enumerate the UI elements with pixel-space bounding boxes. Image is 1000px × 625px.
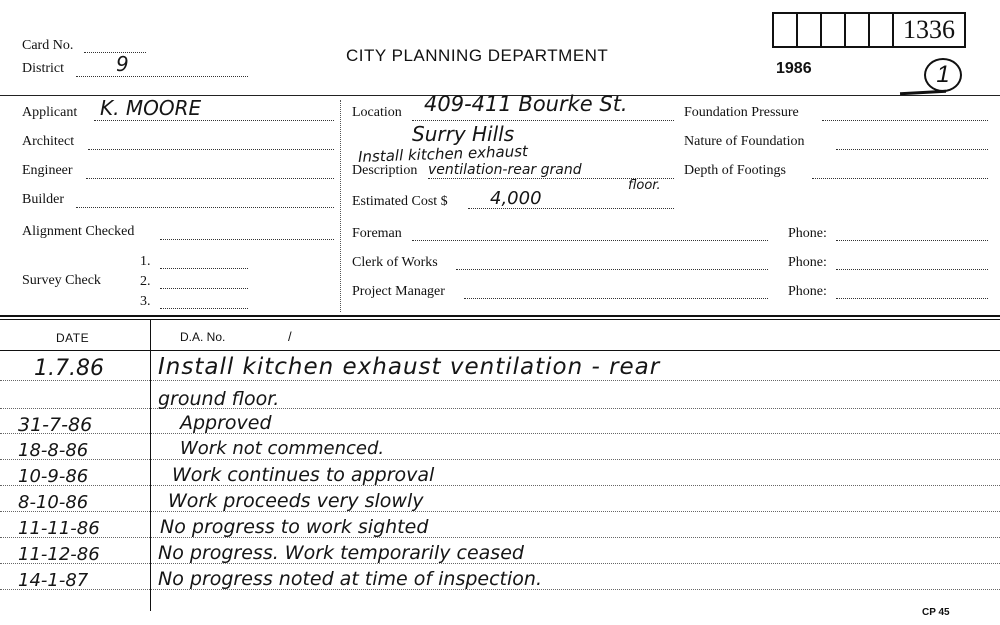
log-date: 31-7-86 [18,414,93,436]
log-row-line [0,511,1000,512]
log-text: No progress. Work temporarily ceased [158,542,524,564]
card-number-box [868,12,892,48]
project-manager-line [464,298,768,299]
log-row-line [0,380,1000,381]
nature-foundation-label: Nature of Foundation [684,134,805,149]
engineer-line [86,178,334,179]
log-date: 8-10-86 [18,492,89,513]
district-label: District [22,61,64,76]
date-header: DATE [56,331,90,345]
description-value-3: floor. [628,178,661,193]
column-divider [340,100,341,312]
location-value: 409-411 Bourke St. [424,92,628,116]
foreman-line [412,240,768,241]
alignment-label: Alignment Checked [22,224,135,239]
log-text: Work not commenced. [180,438,385,459]
log-text: No progress to work sighted [160,516,429,538]
phone-line-pm [836,298,988,299]
phone-line-foreman [836,240,988,241]
log-text: Work continues to approval [172,464,435,486]
cost-value: 4,000 [490,188,542,209]
phone-line-clerk [836,269,988,270]
builder-line [76,207,334,208]
log-row-line [0,408,1000,409]
log-text: ground floor. [158,388,280,410]
location-value-suburb: Surry Hills [412,122,515,146]
survey-2-line [160,288,248,289]
phone-label-pm: Phone: [788,284,827,299]
card-number-box [820,12,844,48]
log-top-rule [0,315,1000,317]
card-no-line [84,52,146,53]
log-text: Approved [180,412,272,434]
survey-2-label: 2. [140,274,151,289]
log-text: No progress noted at time of inspection. [158,568,542,590]
log-text: Work proceeds very slowly [168,490,424,512]
da-number-label: D.A. No. [180,330,226,344]
log-date: 11-12-86 [18,544,100,565]
survey-label: Survey Check [22,273,101,288]
form-code: CP 45 [922,607,950,618]
architect-line [88,149,334,150]
log-text: Install kitchen exhaust ventilation - rear [158,354,661,380]
card-number-box [844,12,868,48]
log-row-line [0,537,1000,538]
clerk-line [456,269,768,270]
foundation-pressure-line [822,120,988,121]
card-number-box [772,12,796,48]
log-row-line [0,433,1000,434]
da-number-value: / [288,329,292,344]
log-date: 11-11-86 [18,518,100,539]
card-number-box [796,12,820,48]
description-value-2: ventilation-rear grand [428,162,582,178]
card-number: 1336 [892,12,966,48]
district-line [76,76,248,77]
location-line [412,120,674,121]
survey-3-label: 3. [140,294,151,309]
depth-footings-line [812,178,988,179]
applicant-line [94,120,334,121]
log-date: 14-1-87 [18,570,89,591]
builder-label: Builder [22,192,64,207]
survey-1-line [160,268,248,269]
log-date: 10-9-86 [18,466,89,487]
description-value-1: Install kitchen exhaust [357,142,529,166]
log-entries [0,350,1000,610]
survey-3-line [160,308,248,309]
card-no-label: Card No. [22,38,74,53]
log-row-line [0,459,1000,460]
survey-1-label: 1. [140,254,151,269]
applicant-label: Applicant [22,105,78,120]
depth-footings-label: Depth of Footings [684,163,786,178]
architect-label: Architect [22,134,75,149]
year: 1986 [776,60,812,77]
department-title: CITY PLANNING DEPARTMENT [346,46,609,65]
phone-label-foreman: Phone: [788,226,827,241]
project-manager-label: Project Manager [352,284,445,299]
alignment-line [160,239,334,240]
log-date: 1.7.86 [34,356,104,381]
clerk-label: Clerk of Works [352,255,438,270]
phone-label-clerk: Phone: [788,255,827,270]
nature-foundation-line [836,149,988,150]
foreman-label: Foreman [352,226,402,241]
card-number-boxes [772,12,966,48]
circled-number: 1 [924,58,962,92]
foundation-pressure-label: Foundation Pressure [684,105,799,120]
location-label: Location [352,105,402,120]
description-label: Description [352,163,418,178]
district-value: 9 [116,52,129,76]
log-date: 18-8-86 [18,440,89,461]
log-row-line [0,485,1000,486]
cost-label: Estimated Cost $ [352,194,448,209]
engineer-label: Engineer [22,163,73,178]
applicant-value: K. MOORE [100,96,202,120]
